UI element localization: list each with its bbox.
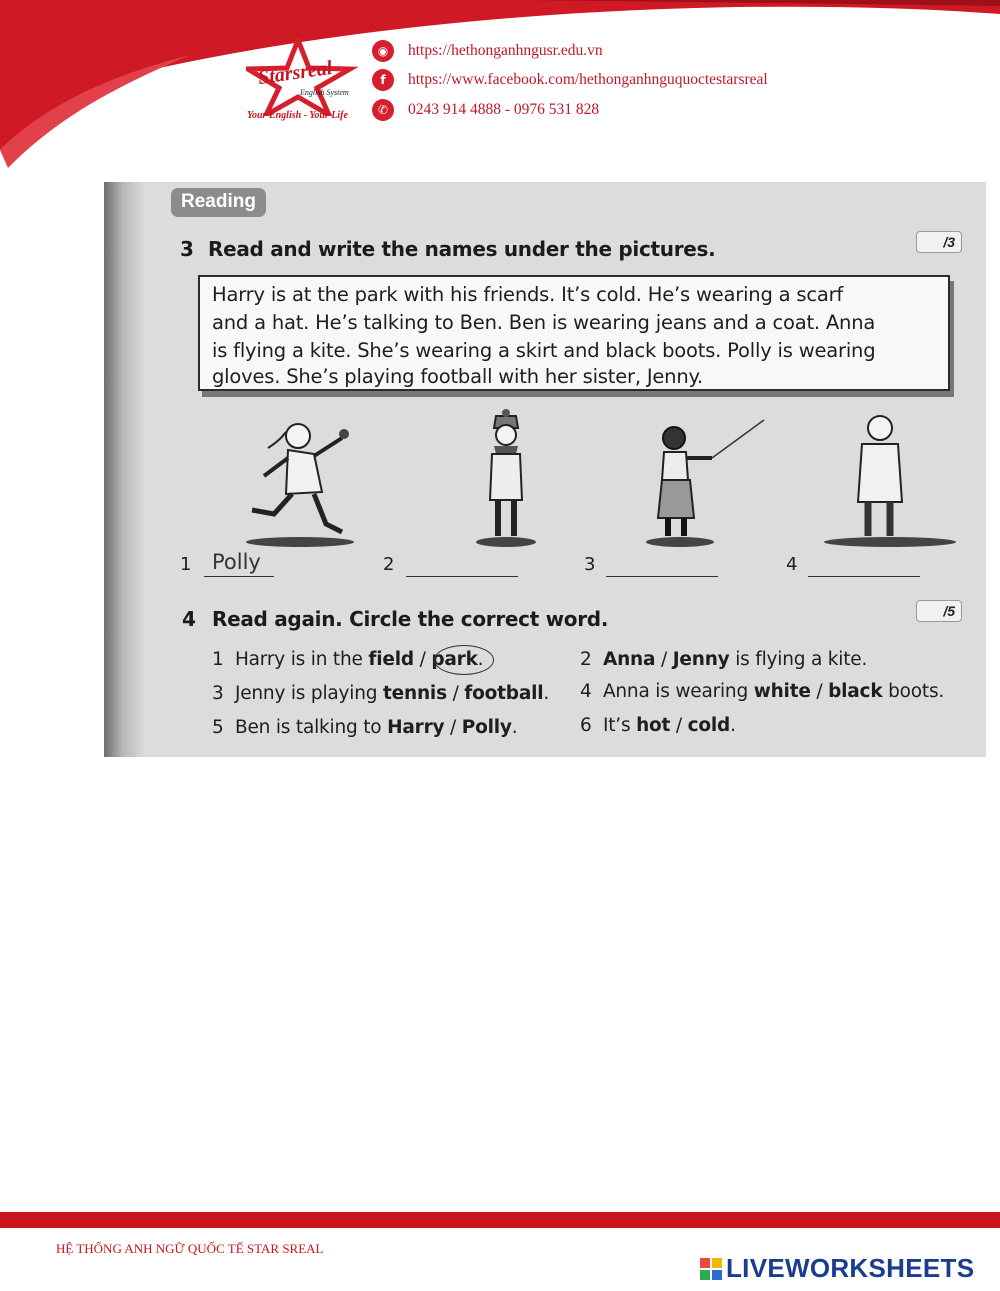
option-cold[interactable]: cold bbox=[687, 715, 731, 736]
brand-sub: English System bbox=[300, 88, 349, 97]
answer-1-number: 1 bbox=[180, 554, 192, 575]
answer-2-number: 2 bbox=[383, 554, 395, 575]
answer-1-line bbox=[204, 576, 274, 577]
question-3: 3 Jenny is playing tennis / football. bbox=[212, 683, 550, 704]
option-harry[interactable]: Harry bbox=[387, 717, 445, 738]
task4-score-box: /5 bbox=[916, 600, 962, 622]
answer-4-number: 4 bbox=[786, 554, 798, 575]
answer-1-value[interactable]: Polly bbox=[212, 550, 261, 574]
liveworksheets-logo-icon bbox=[700, 1258, 722, 1280]
liveworksheets-logo-text: LIVEWORKSHEETS bbox=[726, 1253, 975, 1283]
task3-number: 3 bbox=[180, 237, 194, 261]
contact-phone bbox=[372, 99, 599, 121]
answer-4-line bbox=[808, 576, 920, 577]
option-white[interactable]: white bbox=[753, 681, 811, 702]
answer-3-line bbox=[606, 576, 718, 577]
worksheet-scan bbox=[104, 182, 986, 757]
phone-icon: ✆ bbox=[372, 99, 394, 121]
option-anna[interactable]: Anna bbox=[602, 649, 656, 670]
task4-title: Read again. Circle the correct word. bbox=[212, 607, 609, 631]
option-jenny[interactable]: Jenny bbox=[672, 649, 730, 670]
footer-bar bbox=[0, 1212, 1000, 1228]
option-polly[interactable]: Polly bbox=[461, 717, 512, 738]
facebook-icon: f bbox=[372, 69, 394, 91]
answer-2-line bbox=[406, 576, 518, 577]
question-5: 5 Ben is talking to Harry / Polly. bbox=[212, 717, 518, 738]
task4-number: 4 bbox=[182, 607, 196, 631]
task3-title: Read and write the names under the pictures. bbox=[208, 237, 716, 261]
story-line: gloves. She’s playing football with her sister, Jenny. bbox=[212, 365, 704, 388]
task3-score-box: /3 bbox=[916, 231, 962, 253]
question-1: 1 Harry is in the field / park. bbox=[212, 649, 484, 670]
story-line: Harry is at the park with his friends. It’s cold. He’s wearing a scarf bbox=[212, 283, 844, 306]
section-label: Reading bbox=[171, 188, 266, 217]
answer-3-number: 3 bbox=[584, 554, 596, 575]
brand-slogan: Your English - Your Life bbox=[247, 110, 348, 121]
answer-circle bbox=[434, 645, 494, 675]
story-box bbox=[198, 275, 950, 391]
picture-polly-running bbox=[234, 414, 364, 549]
option-hot[interactable]: hot bbox=[636, 715, 671, 736]
facebook-url[interactable]: https://www.facebook.com/hethonganhnguquoctestarsreal bbox=[408, 71, 768, 88]
footer-org-name: HỆ THỐNG ANH NGỮ QUỐC TẾ STAR SREAL bbox=[56, 1241, 324, 1256]
liveworksheets-logo[interactable] bbox=[700, 1253, 974, 1284]
book-spine-shadow bbox=[104, 182, 146, 757]
globe-icon: ◉ bbox=[372, 40, 394, 62]
brand-name: Starsreal bbox=[256, 56, 334, 90]
question-2: 2 Anna / Jenny is flying a kite. bbox=[580, 649, 868, 670]
contact-website[interactable] bbox=[372, 40, 603, 62]
story-line: and a hat. He’s talking to Ben. Ben is wearing jeans and a coat. Anna bbox=[212, 311, 876, 334]
question-4: 4 Anna is wearing white / black boots. bbox=[580, 681, 945, 702]
story-line: is flying a kite. She’s wearing a skirt and black boots. Polly is wearing bbox=[212, 339, 876, 362]
picture-anna-kite bbox=[642, 418, 772, 548]
option-black[interactable]: black bbox=[828, 681, 883, 702]
picture-harry-scarf-hat bbox=[476, 408, 536, 548]
picture-ben-coat bbox=[816, 412, 956, 548]
phone-number: 0243 914 4888 - 0976 531 828 bbox=[408, 101, 600, 118]
option-football[interactable]: football bbox=[464, 683, 544, 704]
question-6: 6 It’s hot / cold. bbox=[580, 715, 736, 736]
option-tennis[interactable]: tennis bbox=[383, 683, 447, 704]
website-url[interactable]: https://hethonganhngusr.edu.vn bbox=[408, 42, 603, 59]
option-park[interactable]: park bbox=[431, 649, 478, 670]
contact-facebook[interactable] bbox=[372, 69, 768, 91]
option-field[interactable]: field bbox=[368, 649, 414, 670]
